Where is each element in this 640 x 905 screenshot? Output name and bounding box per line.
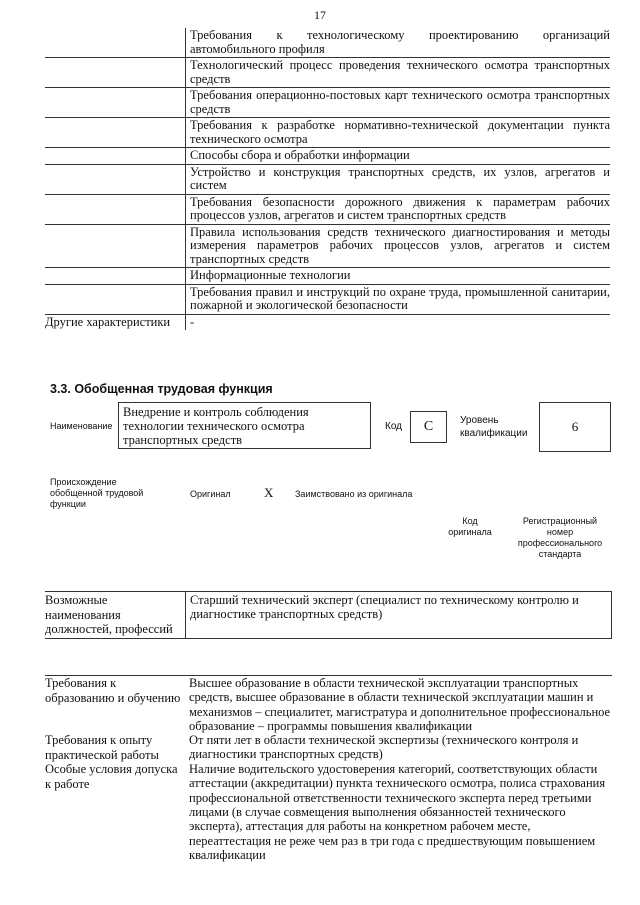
positions-value: Старший технический эксперт (специалист по техническому контролю и диагностике транспортных средств) <box>186 592 612 638</box>
other-characteristics-row <box>45 314 610 331</box>
knowledge-row: Требования правил и инструкций по охране труда, промышленной санитарии, пожарной и экологической безопасности <box>45 285 610 314</box>
original-mark: X <box>264 485 274 500</box>
borrowed-label: Заимствовано из оригинала <box>295 489 413 499</box>
code-original-label: Код оригинала <box>448 516 492 537</box>
page-number: 17 <box>314 8 326 22</box>
knowledge-row: Требования безопасности дорожного движения к параметрам рабочих процессов узлов, агрегатов и систем транспортных средств <box>45 195 610 225</box>
registration-number-label: Регистрационный номер профессионального стандарта <box>517 516 603 559</box>
knowledge-row: Устройство и конструкция транспортных средств, их узлов, агрегатов и систем <box>45 165 610 195</box>
origin-label: Происхождение обобщенной трудовой функции <box>50 477 144 509</box>
knowledge-row: Правила использования средств технического диагностирования и методы измерения параметров рабочих процессов узлов, агрегатов и систем транспортных средств <box>45 225 610 269</box>
positions-label: Возможные наименования должностей, профессий <box>45 592 186 638</box>
knowledge-row: Технологический процесс проведения технического осмотра транспортных средств <box>45 58 610 88</box>
level-label: Уровень квалификации <box>460 415 528 439</box>
requirement-row: Требования к опыту практической работы От пяти лет в области технической экспертизы (технического контроля и диагностики транспортных средств) <box>45 733 579 762</box>
knowledge-row: Информационные технологии <box>45 268 610 285</box>
knowledge-row: Требования к технологическому проектированию организаций автомобильного профиля <box>45 28 610 58</box>
section-title: 3.3. Обобщенная трудовая функция <box>50 382 273 396</box>
code-label: Код <box>385 421 403 432</box>
requirement-row: Особые условия допуска к работе Наличие водительского удостоверения категорий, соответствующих области аттестации (аккредитации) пункта технического осмотра, полиса страхования профессиональной ответственности технического эксперта перед третьими лицами (в случае совмещения выполнения обязанностей технического эксперта), аттестация для работы на конкретном рабочем месте, переаттестация не реже чем раз в три года с предшествующим повышением квалификации <box>45 762 606 862</box>
requirement-row: Требования к образованию и обучению Высшее образование в области технической эксплуатации транспортных средств, высшее образование в области технической эксплуатации машин и механизмов – специалитет, магистратура и дополнительное профессиональное образование – программы повышения квалификации <box>45 676 611 733</box>
knowledge-row: Способы сбора и обработки информации <box>45 148 610 165</box>
original-label: Оригинал <box>190 489 231 499</box>
positions-table <box>45 591 612 639</box>
knowledge-table <box>45 28 610 330</box>
other-characteristics-label: Другие характеристики <box>45 314 171 329</box>
requirements-table <box>45 675 612 862</box>
knowledge-row: Требования операционно-постовых карт технического осмотра транспортных средств <box>45 88 610 118</box>
knowledge-row: Требования к разработке нормативно-технической документации пункта технического осмотра <box>45 118 610 148</box>
name-box: Внедрение и контроль соблюдения технологии технического осмотра транспортных средств <box>118 402 371 449</box>
name-label: Наименование <box>50 421 113 431</box>
level-box: 6 <box>539 402 611 452</box>
code-box: C <box>410 411 447 443</box>
other-characteristics-value: - <box>185 315 610 331</box>
